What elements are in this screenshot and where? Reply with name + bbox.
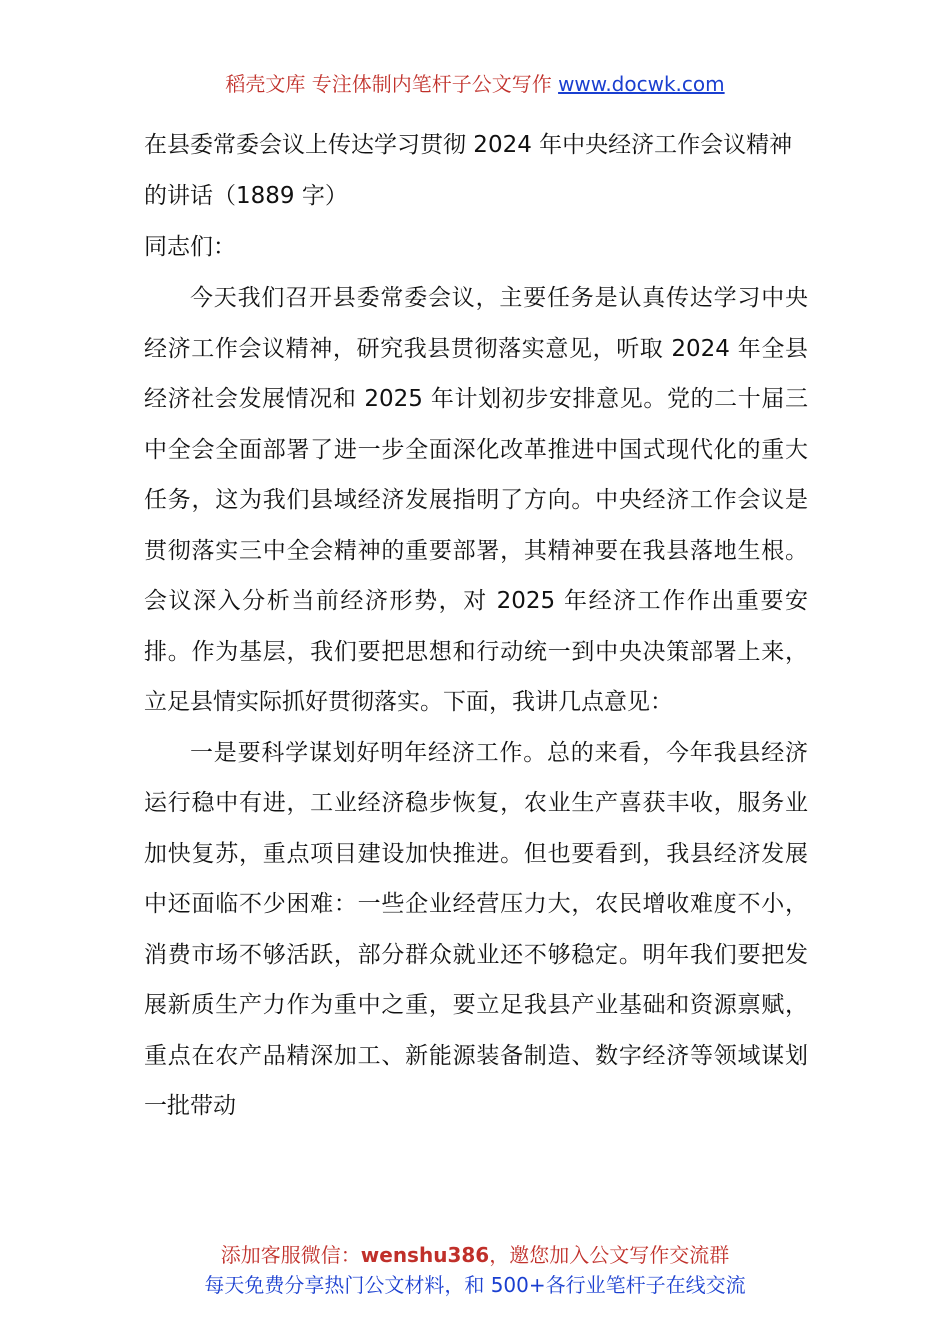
footer-contact-line [0, 1240, 950, 1270]
document-title: 在县委常委会议上传达学习贯彻 2024 年中央经济工作会议精神的讲话（1889 字） [144, 132, 793, 209]
paragraph-2: 一是要科学谋划好明年经济工作。总的来看，今年我县经济运行稳中有进，工业经济稳步恢复，农业生产喜获丰收，服务业加快复苏，重点项目建设加快推进。但也要看到，我县经济发展中还面临不少困难：一些企业经营压力大，农民增收难度不小，消费市场不够活跃，部分群众就业还不够稳定。明年我们要把发展新质生产力作为重中之重，要立足我县产业基础和资源禀赋，重点在农产品精深加工、新能源装备制造、数字经济等领域谋划一批带动 [144, 739, 808, 1119]
promo-footer [0, 1240, 950, 1300]
footer-share-line: 每天免费分享热门公文材料，和 500+各行业笔杆子在线交流 [204, 1273, 746, 1297]
paragraph-1: 今天我们召开县委常委会议，主要任务是认真传达学习中央经济工作会议精神，研究我县贯彻落实意见，听取 2024 年全县经济社会发展情况和 2025 年计划初步安排意见。党的二十届三中全会全面部署了进一步全面深化改革推进中国式现代化的重大任务，这为我们县域经济发展指明了方向。中央经济工作会议是贯彻落实三中全会精神的重要部署，其精神要在我县落地生根。会议深入分析当前经济形势，对 2025 年经济工作作出重要安排。作为基层，我们要把思想和行动统一到中央决策部署上来，立足县情实际抓好贯彻落实。下面，我讲几点意见： [144, 285, 808, 715]
footer-contact-suffix: ，邀您加入公文写作交流群 [489, 1243, 730, 1267]
site-url-link[interactable]: www.docwk.com [558, 72, 725, 96]
site-header [0, 70, 950, 98]
wechat-id: wenshu386 [360, 1243, 490, 1267]
document-body [144, 120, 808, 1132]
site-slogan: 稻壳文库 专注体制内笔杆子公文写作 [225, 72, 559, 96]
footer-contact-prefix: 添加客服微信： [220, 1243, 361, 1267]
salutation: 同志们： [144, 234, 236, 260]
